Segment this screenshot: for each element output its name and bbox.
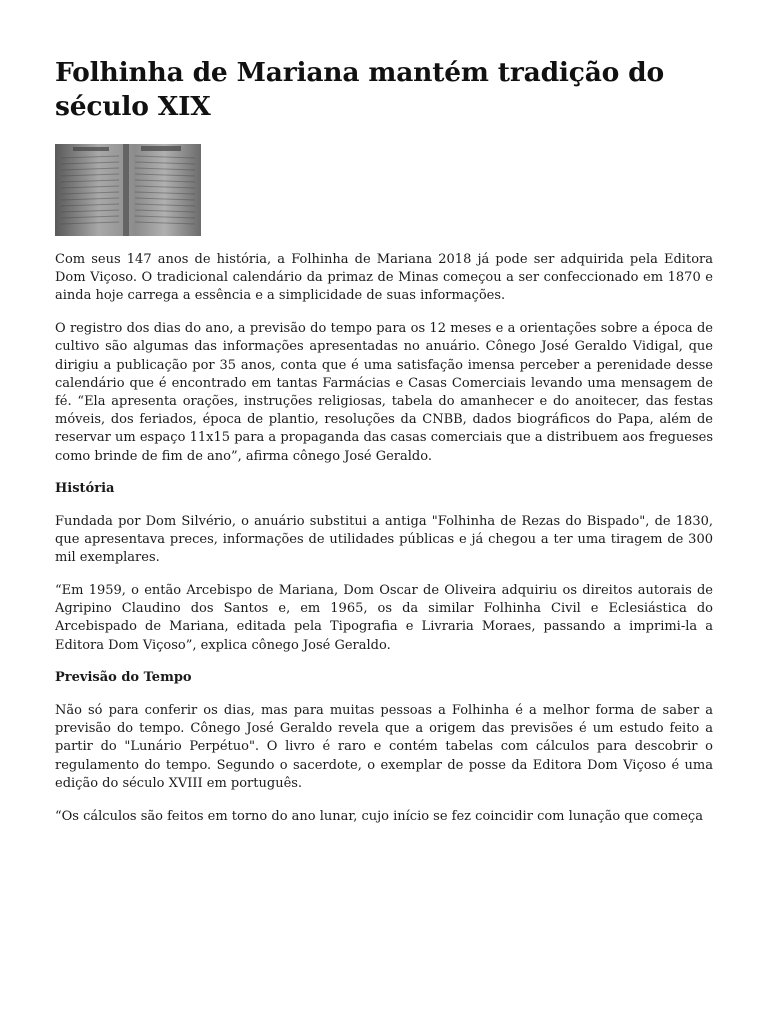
- article-photo: [55, 144, 201, 236]
- paragraph-fundada: Fundada por Dom Silvério, o anuário substitui a antiga "Folhinha de Rezas do Bispado", de 1830, que apresentava preces, informações de utilidades públicas e já chegou a ter uma tiragem de 300 mil exemplares.: [55, 513, 713, 566]
- paragraph-1959: “Em 1959, o então Arcebispo de Mariana, Dom Oscar de Oliveira adquiriu os direitos autorais de Agripino Claudino dos Santos e, em 1965, os da similar Folhinha Civil e Eclesiástica do Arcebispado de Mariana, editada pela Tipografia e Livraria Moraes, passando a imprimi-la a Editora Dom Viçoso”, explica cônego José Geraldo.: [55, 583, 713, 653]
- section-heading-previsao: Previsão do Tempo: [55, 670, 192, 686]
- calendar-pages-photo-icon: [55, 144, 201, 236]
- article-title: Folhinha de Mariana mantém tradição do século XIX: [55, 57, 664, 122]
- paragraph-intro: Com seus 147 anos de história, a Folhinha de Mariana 2018 já pode ser adquirida pela Editora Dom Viçoso. O tradicional calendário da primaz de Minas começou a ser confeccionado em 1870 e ainda hoje carrega a essência e a simplicidade de suas informações.: [55, 252, 713, 304]
- paragraph-registro: O registro dos dias do ano, a previsão do tempo para os 12 meses e a orientações sobre a época de cultivo são algumas das informações apresentadas no anuário. Cônego José Geraldo Vidigal, que dirigiu a publicação por 35 anos, conta que é uma satisfação imensa perceber a perenidade desse calendário que é encontrado em tantas Farmácias e Casas Comerciais levando uma mensagem de fé. “Ela apresenta orações, instruções religiosas, tabela do amanhecer e do anoitecer, das festas móveis, dos feriados, época de plantio, resoluções da CNBB, dados biográficos do Papa, além de reservar um espaço 11x15 para a propaganda das casas comerciais que a distribuem aos fregueses como brinde de fim de ano”, afirma cônego José Geraldo.: [55, 321, 713, 464]
- paragraph-previsao: Não só para conferir os dias, mas para muitas pessoas a Folhinha é a melhor forma de saber a previsão do tempo. Cônego José Geraldo revela que a origem das previsões é um estudo feito a partir do "Lunário Perpétuo". O livro é raro e contém tabelas com cálculos para descobrir o regulamento do tempo. Segundo o sacerdote, o exemplar de posse da Editora Dom Viçoso é uma edição do século XVIII em português.: [55, 703, 713, 791]
- section-heading-historia: História: [55, 481, 115, 497]
- paragraph-calculos: “Os cálculos são feitos em torno do ano lunar, cujo início se fez coincidir com lunação que começa: [55, 808, 703, 824]
- article: [55, 0, 713, 826]
